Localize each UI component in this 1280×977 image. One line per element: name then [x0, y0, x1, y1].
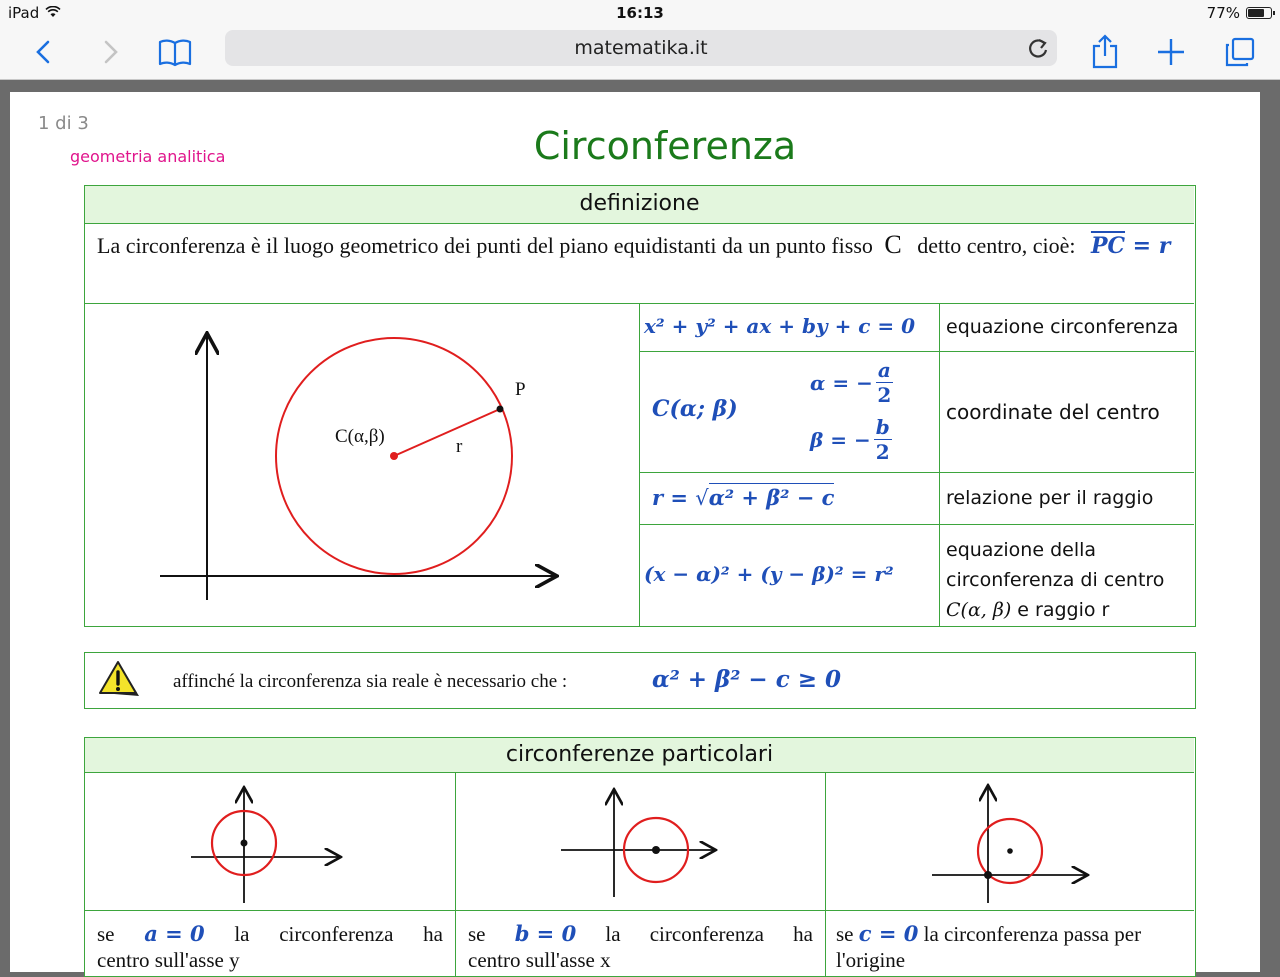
formula-center [639, 351, 939, 472]
particular-figure-2 [455, 773, 825, 910]
definition-formula [1091, 233, 1170, 259]
alpha-formula [810, 358, 893, 407]
particular-line-2b: centro sull'asse x [468, 948, 611, 972]
book-icon [157, 37, 193, 67]
chevron-left-icon [34, 39, 54, 65]
label-point: P [515, 379, 526, 400]
particular-figure-3 [825, 773, 1194, 910]
battery-percent: 77% [1206, 4, 1240, 22]
alpha-fraction [876, 358, 893, 407]
particular-word-1c: ha [423, 922, 443, 946]
warning-box [84, 652, 1196, 709]
alpha-lhs: α = − [810, 370, 873, 395]
definition-sentence-end: detto centro, cioè: [917, 233, 1076, 258]
browser-toolbar [0, 26, 1280, 80]
figure-b-zero [456, 773, 826, 910]
point-dot [497, 406, 504, 413]
figure-a-zero [85, 773, 455, 910]
particular-figure-1 [85, 773, 455, 910]
page-title: Circonferenza [533, 124, 797, 168]
warning-formula: α² + β² − c ≥ 0 [652, 666, 841, 693]
particular-line-3b: l'origine [836, 948, 906, 972]
label-general-text: equazione circonferenza [946, 316, 1179, 338]
particular-header: circonferenze particolari [85, 738, 1194, 773]
radius-formula [652, 485, 834, 510]
share-button[interactable] [1085, 32, 1125, 72]
alpha-den: 2 [877, 383, 892, 407]
back-button[interactable] [24, 32, 64, 72]
formula-general-text: x² + y² + ax + by + c = 0 [644, 314, 916, 338]
particular-word-2c: ha [793, 922, 813, 946]
chevron-right-icon [100, 39, 120, 65]
beta-fraction [874, 415, 892, 464]
label-standard-cell [939, 524, 1194, 626]
radius-line [394, 409, 500, 456]
fig1-center [241, 840, 248, 847]
beta-lhs: β = − [810, 427, 871, 452]
label-standard-line1: equazione della [946, 539, 1097, 561]
label-standard-line2: circonferenza di centro [946, 569, 1165, 591]
radius-formula-prefix: r = [652, 485, 696, 510]
label-center-text: coordinate del centro [946, 400, 1160, 424]
pdf-page [10, 92, 1260, 972]
particular-se-3: se [836, 922, 854, 946]
label-standard-line3-math: C(α, β) [946, 599, 1012, 621]
center-formula: C(α; β) [652, 396, 738, 422]
address-bar[interactable] [225, 30, 1057, 66]
particular-word-2b: circonferenza [649, 922, 764, 946]
page-counter: 1 di 3 [38, 113, 89, 134]
subject-label: geometria analitica [70, 147, 226, 166]
tabs-icon [1224, 36, 1256, 68]
status-bar [0, 0, 1280, 26]
particular-word-2a: la [605, 922, 621, 946]
beta-num: b [875, 415, 890, 439]
particular-se-1: se [97, 922, 115, 946]
particular-line-1 [97, 921, 443, 947]
label-radius-cell [939, 472, 1194, 524]
alpha-num: a [877, 358, 891, 382]
particular-text-3-line: la circonferenza passa per [923, 922, 1142, 946]
fig3-center [1007, 848, 1013, 854]
particular-se-2: se [468, 922, 486, 946]
label-standard-line3-text: e raggio r [1011, 599, 1110, 621]
particular-cond-3: c = 0 [858, 921, 919, 946]
battery-fill [1248, 9, 1264, 17]
label-center: C(α,β) [335, 426, 385, 447]
url-text: matematika.it [574, 37, 708, 59]
particular-cond-1: a = 0 [144, 921, 205, 946]
center-dot [390, 452, 398, 460]
label-radius-text: relazione per il raggio [946, 487, 1154, 509]
reload-button[interactable] [1027, 36, 1049, 64]
label-center-cell [939, 351, 1194, 472]
definition-formula-lhs: $\overline{PC}$ [1090, 233, 1126, 259]
battery-icon [1246, 7, 1272, 19]
particular-line-2 [468, 921, 813, 947]
definition-text [97, 228, 1177, 263]
standard-formula: (x − α)² + (y − β)² = r² [644, 562, 894, 586]
label-standard-line3 [946, 595, 1164, 625]
formula-general [639, 303, 939, 351]
particular-word-1a: la [234, 922, 250, 946]
particular-text-3 [825, 910, 1194, 976]
tabs-button[interactable] [1220, 32, 1260, 72]
figure-c-zero [826, 773, 1195, 910]
new-tab-button[interactable] [1151, 32, 1191, 72]
formula-standard [639, 524, 939, 626]
circle-diagram [85, 304, 640, 627]
share-icon [1090, 34, 1120, 70]
fig3-origin [984, 871, 992, 879]
label-radius: r [456, 436, 463, 457]
warning-text: affinché la circonferenza sia reale è necessario che : [173, 671, 568, 692]
definition-point: C [884, 230, 902, 259]
definition-formula-rhs: = r [1125, 233, 1171, 259]
definition-box [84, 185, 1196, 627]
bookmarks-button[interactable] [155, 32, 195, 72]
particular-cond-2: b = 0 [514, 921, 577, 946]
particular-box [84, 737, 1196, 977]
particular-line-1b: centro sull'asse y [97, 948, 240, 972]
formula-radius [639, 472, 939, 524]
particular-text-2 [455, 910, 825, 976]
definition-sentence: La circonferenza è il luogo geometrico dei punti del piano equidistanti da un punto fisso [97, 233, 873, 258]
particular-text-1 [85, 910, 455, 976]
particular-line-3 [836, 921, 1186, 947]
beta-formula [810, 415, 892, 464]
label-standard-text [946, 535, 1164, 625]
sqrt-sign: √ [695, 486, 709, 510]
warning-icon [99, 660, 143, 700]
forward-button[interactable] [90, 32, 130, 72]
reload-icon [1027, 36, 1049, 60]
label-general [939, 303, 1194, 351]
definition-header: definizione [85, 186, 1194, 224]
plus-icon [1156, 37, 1186, 67]
diagram-cell [85, 303, 640, 626]
particular-word-1b: circonferenza [279, 922, 394, 946]
pdf-viewer[interactable] [0, 81, 1280, 972]
beta-den: 2 [875, 440, 890, 464]
clock: 16:13 [616, 4, 664, 22]
device-label: iPad [8, 4, 40, 22]
radius-formula-radicand: α² + β² − c [708, 485, 835, 510]
fig2-center [652, 846, 660, 854]
